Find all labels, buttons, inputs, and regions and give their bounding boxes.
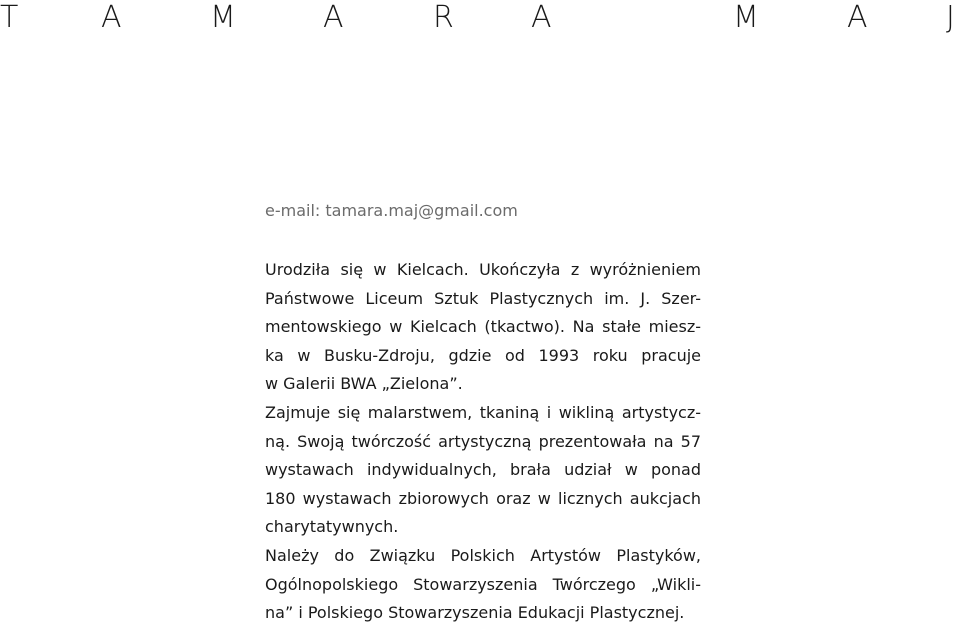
- bio-line: charytatywnych.: [265, 517, 399, 537]
- heading-letter: A: [323, 0, 344, 35]
- bio-line: Ogólnopolskiego Stowarzyszenia Twórczego „Wikli-: [265, 574, 701, 594]
- heading-letter: M: [210, 0, 236, 35]
- bio-line: ka w Busku-Zdroju, gdzie od 1993 roku pracuje: [265, 345, 701, 365]
- bio-line: wystawach indywidualnych, brała udział w ponad: [265, 460, 701, 480]
- bio-line: ną. Swoją twórczość artystyczną prezentowała na 57: [265, 431, 701, 451]
- biography-text: [265, 256, 701, 628]
- bio-line: Zajmuje się malarstwem, tkaniną i wikliną artystycz-: [265, 402, 701, 422]
- email-contact: e-mail: tamara.maj@gmail.com: [265, 201, 518, 220]
- bio-line: Należy do Związku Polskich Artystów Plastyków,: [265, 545, 701, 565]
- heading-letter: A: [847, 0, 868, 35]
- heading-letter: A: [101, 0, 122, 35]
- artist-name-heading: [0, 2, 960, 34]
- bio-line: Urodziła się w Kielcach. Ukończyła z wyróżnieniem: [265, 260, 701, 279]
- heading-letter: R: [433, 0, 454, 35]
- heading-letter: T: [0, 0, 19, 35]
- heading-letter: J: [946, 0, 955, 35]
- heading-letter: M: [733, 0, 759, 35]
- bio-line: w Galerii BWA „Zielona”.: [265, 374, 463, 394]
- bio-line: mentowskiego w Kielcach (tkactwo). Na stałe miesz-: [265, 317, 701, 337]
- heading-letter: A: [531, 0, 552, 35]
- bio-line: na” i Polskiego Stowarzyszenia Edukacji Plastycznej.: [265, 603, 685, 623]
- bio-line: Państwowe Liceum Sztuk Plastycznych im. J. Szer-: [265, 288, 701, 308]
- bio-line: 180 wystawach zbiorowych oraz w licznych aukcjach: [265, 488, 701, 508]
